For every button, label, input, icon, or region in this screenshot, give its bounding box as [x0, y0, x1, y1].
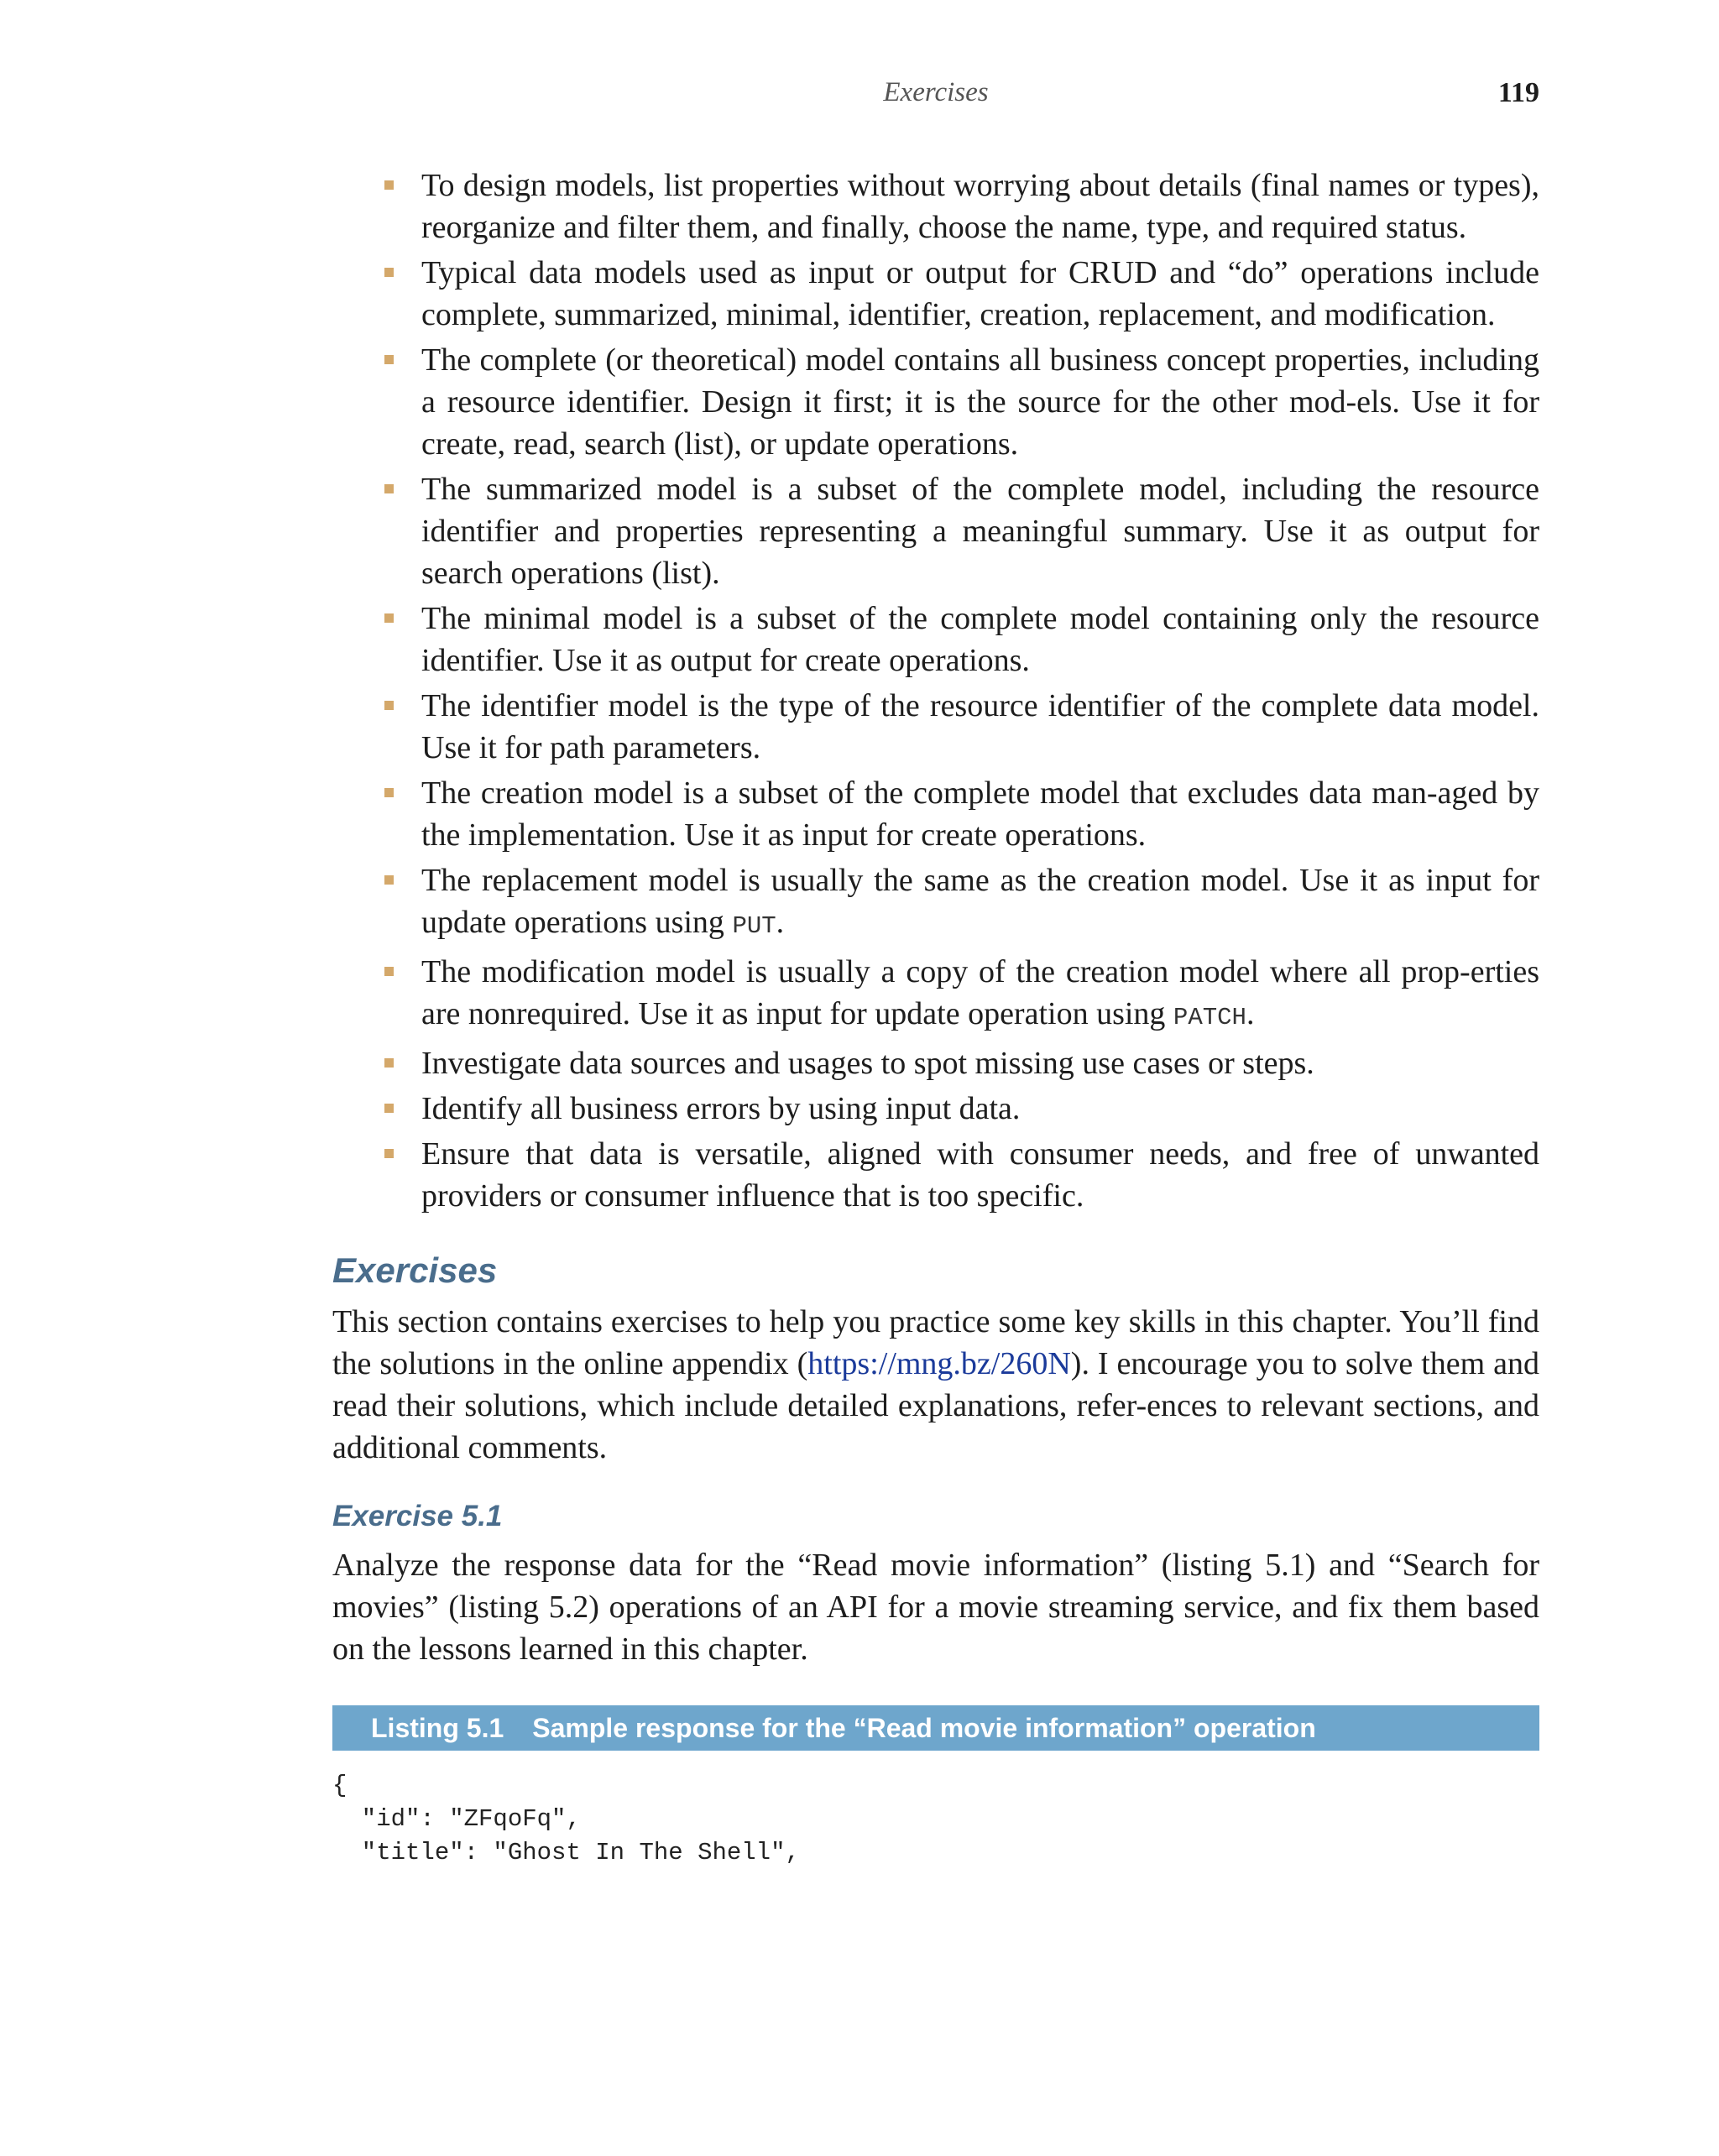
exercises-intro: [332, 1301, 1539, 1469]
bullet-square-icon: [384, 355, 394, 364]
bullet-square-icon: [384, 1149, 394, 1158]
bullet-item: [421, 1042, 1539, 1084]
listing-code: { "id": "ZFqoFq", "title": "Ghost In The Shell",: [332, 1772, 800, 1866]
bullet-square-icon: [384, 967, 394, 976]
bullet-text: The complete (or theoretical) model contains all business concept properties, including a resource identifier. Design it first; it is the source for the other mod-els. Use it for create, read, search (list), or update operations.: [421, 342, 1539, 462]
section-heading-exercises: Exercises: [332, 1250, 498, 1290]
bullet-text: The summarized model is a subset of the complete model, including the resource identifier and properties representing a meaningful summary. Use it as output for search operations (list).: [421, 472, 1539, 591]
bullet-text-tail: .: [1246, 996, 1255, 1031]
bullet-square-icon: [384, 1104, 394, 1113]
summary-bullet-list: [332, 164, 1539, 1217]
bullet-square-icon: [384, 1058, 394, 1068]
bullet-square-icon: [384, 180, 394, 190]
intro-text: This section contains exercises to help you practice some key skills in this chapter. You’ll find the solutions in the online appendix (: [332, 1304, 1539, 1381]
bullet-square-icon: [384, 484, 394, 493]
bullet-text: Identify all business errors by using input data.: [421, 1091, 1021, 1126]
bullet-item: [421, 772, 1539, 856]
bullet-item: [421, 859, 1539, 947]
bullet-item: [421, 1133, 1539, 1217]
bullet-text: Investigate data sources and usages to spot missing use cases or steps.: [421, 1046, 1314, 1081]
bullet-square-icon: [384, 701, 394, 710]
intro-text-continued: ). I encourage you to solve them and read their solutions, which include detailed explanations, refer-ences to relevant sections, and additional comments.: [332, 1346, 1539, 1465]
appendix-link[interactable]: https://mng.bz/260N: [807, 1346, 1071, 1381]
bullet-item: [421, 685, 1539, 769]
bullet-item: [421, 951, 1539, 1039]
bullet-square-icon: [384, 613, 394, 623]
bullet-text: The creation model is a subset of the complete model that excludes data man-aged by the implementation. Use it as input for create operations.: [421, 775, 1539, 853]
inline-code: PUT: [732, 912, 776, 940]
exercise-text: Analyze the response data for the “Read movie information” (listing 5.1) and “Search for movies” (listing 5.2) operations of an API for a movie streaming service, and fix them based on the lessons learned in this chapter.: [332, 1548, 1539, 1667]
bullet-text-tail: .: [776, 905, 785, 940]
bullet-text: The minimal model is a subset of the complete model containing only the resource identifier. Use it as output for create operations.: [421, 601, 1539, 678]
bullet-item: [421, 1088, 1539, 1130]
running-title: Exercises: [883, 77, 989, 107]
exercise-heading: Exercise 5.1: [332, 1500, 503, 1532]
bullet-text: Typical data models used as input or output for CRUD and “do” operations include complete, summarized, minimal, identifier, creation, replacement, and modification.: [421, 255, 1539, 332]
bullet-item: [421, 339, 1539, 465]
bullet-text: Ensure that data is versatile, aligned with consumer needs, and free of unwanted providers or consumer influence that is too specific.: [421, 1136, 1539, 1214]
bullet-square-icon: [384, 268, 394, 277]
bullet-text: To design models, list properties without worrying about details (final names or types), reorganize and filter them, and finally, choose the name, type, and required status.: [421, 168, 1539, 245]
bullet-item: [421, 598, 1539, 681]
bullet-square-icon: [384, 875, 394, 885]
bullet-item: [421, 468, 1539, 594]
inline-code: PATCH: [1173, 1004, 1246, 1031]
page-number: 119: [1497, 77, 1539, 108]
listing-caption-bar: [332, 1705, 1539, 1751]
page-content: [332, 164, 1539, 1870]
bullet-text: The modification model is usually a copy of the creation model where all prop-erties are nonrequired. Use it as input for update operation using: [421, 954, 1539, 1031]
listing-caption: Sample response for the “Read movie information” operation: [532, 1712, 1316, 1743]
bullet-item: [421, 164, 1539, 248]
bullet-item: [421, 252, 1539, 336]
listing-number: Listing 5.1: [371, 1712, 504, 1743]
running-head: [332, 77, 1539, 119]
bullet-square-icon: [384, 788, 394, 797]
bullet-text: The identifier model is the type of the resource identifier of the complete data model. Use it for path parameters.: [421, 688, 1539, 765]
bullet-text: The replacement model is usually the same as the creation model. Use it as input for update operations using: [421, 863, 1539, 940]
